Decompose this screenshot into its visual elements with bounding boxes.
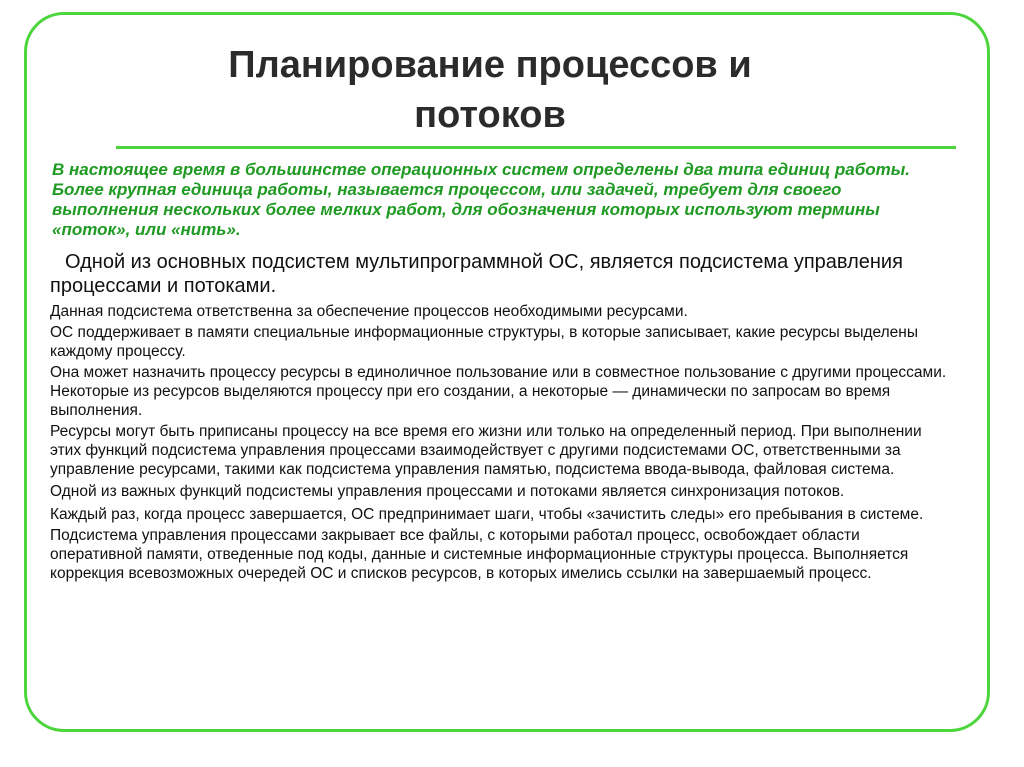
body-paragraph: Она может назначить процессу ресурсы в единоличное пользование или в совместное пользование с другими процессами. Некоторые из ресурсов выделяются процессу при его создании, а некоторые — динамически по запросам во время выполнения. xyxy=(50,364,947,419)
slide-title: Планирование процессов и потоков xyxy=(228,44,752,136)
lead-text: Одной из основных подсистем мультипрограммной ОС, является подсистема управления процессами и потоками. xyxy=(50,251,903,297)
body-paragraph: ОС поддерживает в памяти специальные информационные структуры, в которые записывает, какие ресурсы выделены каждому процессу. xyxy=(50,324,919,360)
title-underline xyxy=(116,146,956,149)
body-paragraph: Ресурсы могут быть приписаны процессу на все время его жизни или только на определенный период. При выполнении этих функций подсистема управления процессами взаимодействует с другими подсистемами ОС, ответственными за управление ресурсами, такими как подсистема управления памятью, подсистема ввода-вывода, файловая система. xyxy=(50,423,922,478)
body-paragraph: Данная подсистема ответственна за обеспечение процессов необходимыми ресурсами. xyxy=(50,303,688,320)
body-paragraph: Подсистема управления процессами закрывает все файлы, с которыми работал процесс, освобождает области оперативной памяти, отведенные под коды, данные и системные информационные структуры процесса. Выполняется коррекция всевозможных очередей ОС и списков ресурсов, в которых имелись ссылки на завершаемый процесс. xyxy=(50,527,909,582)
intro-paragraph: В настоящее время в большинстве операционных систем определены два типа единиц работы. Более крупная единица работы, называется процессом, или задачей, требует для своего выполнения нескольких более мелких работ, для обозначения которых используют термины «поток», или «нить». xyxy=(52,160,911,239)
body-paragraphs xyxy=(50,302,950,585)
body-paragraph: Каждый раз, когда процесс завершается, ОС предпринимает шаги, чтобы «зачистить следы» его пребывания в системе. xyxy=(50,506,924,523)
lead-paragraph xyxy=(50,250,930,298)
body-paragraph: Одной из важных функций подсистемы управления процессами и потоками является синхронизация потоков. xyxy=(50,483,845,500)
